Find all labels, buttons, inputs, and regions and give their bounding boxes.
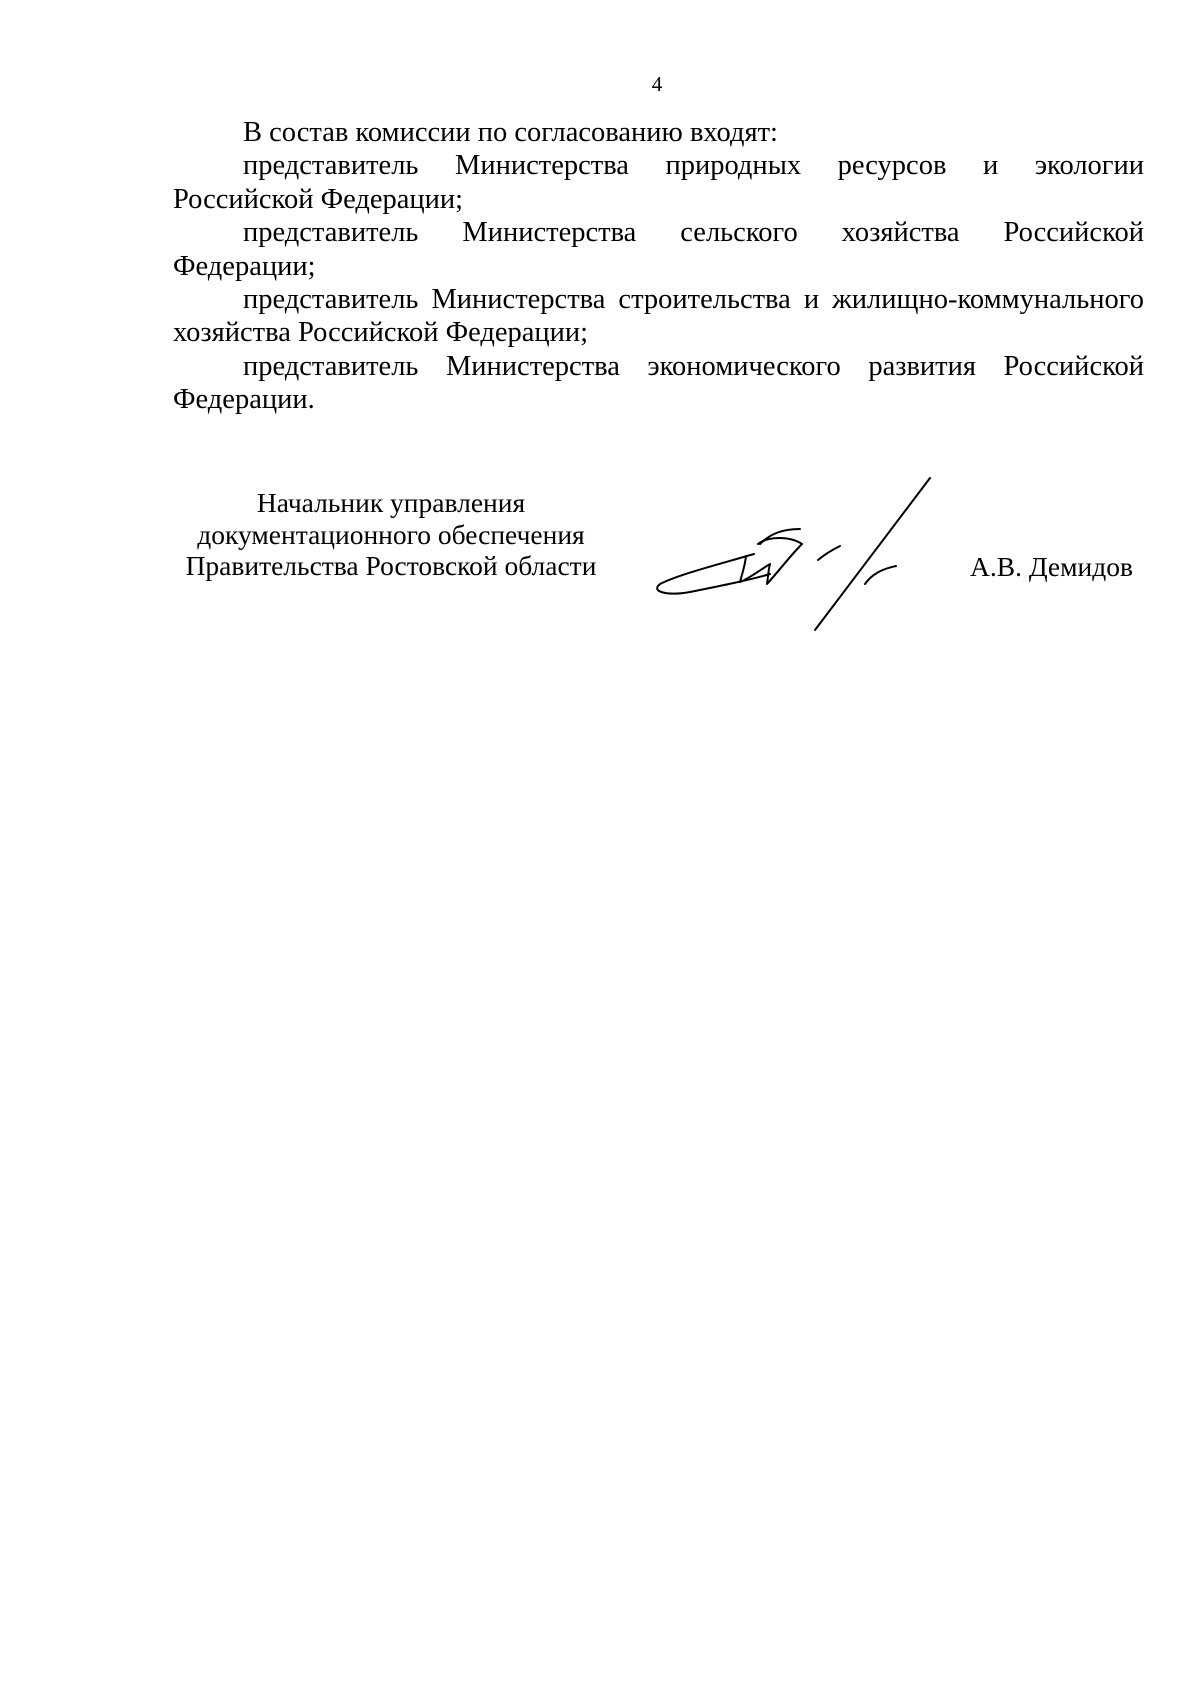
paragraph-ministry-construction: представитель Министерства строительства и жилищно-коммунального хозяйства Российской Федерации; xyxy=(173,284,1144,349)
paragraph-intro: В состав комиссии по согласованию входят: xyxy=(243,117,778,148)
signer-position-line-2: документационного обеспечения xyxy=(197,518,585,550)
page-number: 4 xyxy=(651,72,663,96)
paragraph-ministry-natural-resources: представитель Министерства природных ресурсов и экологии Российской Федерации; xyxy=(173,150,1144,215)
signer-position-line-1: Начальник управления xyxy=(256,487,526,518)
signer-name: А.В. Демидов xyxy=(970,551,1133,582)
signer-position-line-3: Правительства Ростовской области xyxy=(185,550,597,581)
signer-position xyxy=(171,487,611,582)
paragraph-ministry-agriculture: представитель Министерства сельского хозяйства Российской Федерации; xyxy=(173,217,1144,282)
paragraph-ministry-economic-development: представитель Министерства экономического развития Российской Федерации. xyxy=(173,350,1144,416)
commission-composition-text xyxy=(173,116,1144,417)
handwritten-signature xyxy=(650,474,940,634)
